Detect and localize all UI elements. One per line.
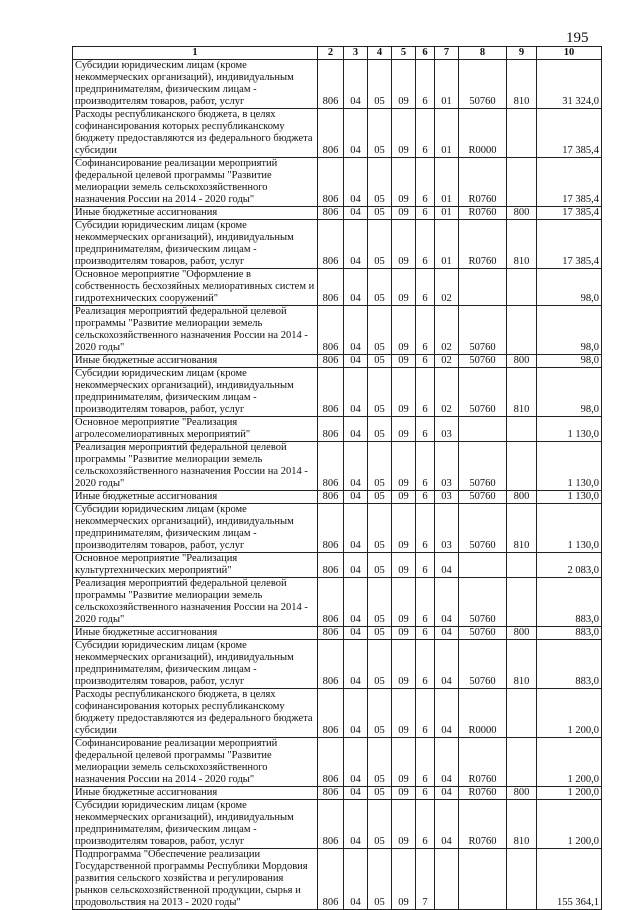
row-code-cell: 01 — [435, 60, 459, 109]
table-row — [73, 627, 602, 640]
row-code-cell: 03 — [435, 442, 459, 491]
row-code-cell: 05 — [368, 504, 392, 553]
row-code-cell: 50760 — [459, 368, 507, 417]
row-code-cell — [459, 269, 507, 306]
row-code-cell: 03 — [435, 504, 459, 553]
row-code-cell: 806 — [318, 738, 344, 787]
row-code-cell: 6 — [416, 109, 435, 158]
row-code-cell: 05 — [368, 355, 392, 368]
row-code-cell: 6 — [416, 627, 435, 640]
row-code-cell — [507, 109, 537, 158]
row-code-cell: 05 — [368, 442, 392, 491]
row-code-cell: 09 — [392, 368, 416, 417]
row-code-cell: 800 — [507, 491, 537, 504]
row-code-cell: 6 — [416, 800, 435, 849]
table-row — [73, 578, 602, 627]
row-code-cell: 04 — [344, 269, 368, 306]
row-code-cell: 04 — [344, 849, 368, 910]
row-code-cell: R0760 — [459, 800, 507, 849]
row-name-cell: Расходы республиканского бюджета, в целях софинансирования которых республиканскому бюджету предоставляются из федерального бюджета субсидии — [73, 689, 318, 738]
row-code-cell: 6 — [416, 787, 435, 800]
row-code-cell — [507, 578, 537, 627]
row-code-cell: 04 — [344, 220, 368, 269]
row-name-cell: Основное мероприятие "Реализация культуртехнических мероприятий" — [73, 553, 318, 578]
row-code-cell: 09 — [392, 800, 416, 849]
row-code-cell: 09 — [392, 158, 416, 207]
row-code-cell: 50760 — [459, 627, 507, 640]
row-code-cell: 05 — [368, 849, 392, 910]
row-code-cell: 05 — [368, 640, 392, 689]
row-code-cell: 6 — [416, 355, 435, 368]
row-code-cell: 05 — [368, 417, 392, 442]
row-amount-cell: 17 385,4 — [537, 158, 602, 207]
row-code-cell: 810 — [507, 504, 537, 553]
row-code-cell: 806 — [318, 368, 344, 417]
row-code-cell: 04 — [344, 627, 368, 640]
row-code-cell: 806 — [318, 207, 344, 220]
row-code-cell: 09 — [392, 417, 416, 442]
row-amount-cell: 98,0 — [537, 355, 602, 368]
row-amount-cell: 883,0 — [537, 627, 602, 640]
row-name-cell: Основное мероприятие "Оформление в собственность бесхозяйных мелиоративных систем и гидротехнических сооружений" — [73, 269, 318, 306]
row-code-cell: 6 — [416, 207, 435, 220]
row-code-cell: 04 — [344, 306, 368, 355]
row-amount-cell: 1 130,0 — [537, 491, 602, 504]
row-code-cell: 6 — [416, 60, 435, 109]
row-amount-cell: 883,0 — [537, 640, 602, 689]
row-name-cell: Расходы республиканского бюджета, в целях софинансирования которых республиканскому бюджету предоставляются из федерального бюджета субсидии — [73, 109, 318, 158]
row-code-cell: 806 — [318, 800, 344, 849]
row-code-cell — [507, 306, 537, 355]
row-amount-cell: 98,0 — [537, 306, 602, 355]
row-code-cell: 01 — [435, 109, 459, 158]
row-code-cell: 04 — [344, 787, 368, 800]
row-code-cell: R0000 — [459, 109, 507, 158]
table-row — [73, 60, 602, 109]
row-code-cell: 800 — [507, 355, 537, 368]
row-code-cell: 50760 — [459, 442, 507, 491]
row-code-cell: 806 — [318, 849, 344, 910]
table-row — [73, 442, 602, 491]
row-amount-cell: 1 130,0 — [537, 417, 602, 442]
row-code-cell: R0760 — [459, 738, 507, 787]
row-code-cell: 09 — [392, 60, 416, 109]
row-code-cell: 05 — [368, 306, 392, 355]
header-cell: 7 — [435, 47, 459, 60]
row-code-cell: 04 — [344, 158, 368, 207]
row-code-cell: 806 — [318, 417, 344, 442]
row-code-cell: 09 — [392, 269, 416, 306]
table-row — [73, 689, 602, 738]
header-cell: 4 — [368, 47, 392, 60]
table-row — [73, 417, 602, 442]
row-code-cell: 50760 — [459, 355, 507, 368]
row-code-cell: 05 — [368, 738, 392, 787]
row-name-cell: Субсидии юридическим лицам (кроме некоммерческих организаций), индивидуальным предпринимателям, физическим лицам - производителям товаров, работ, услуг — [73, 60, 318, 109]
row-code-cell: 01 — [435, 158, 459, 207]
row-code-cell: 800 — [507, 787, 537, 800]
row-amount-cell: 1 130,0 — [537, 504, 602, 553]
table-row — [73, 207, 602, 220]
row-code-cell — [507, 849, 537, 910]
row-code-cell: 806 — [318, 640, 344, 689]
table-row — [73, 368, 602, 417]
row-code-cell: 6 — [416, 442, 435, 491]
row-code-cell: 04 — [344, 355, 368, 368]
row-code-cell: 04 — [344, 553, 368, 578]
row-code-cell: 6 — [416, 368, 435, 417]
row-code-cell: 09 — [392, 627, 416, 640]
row-amount-cell: 17 385,4 — [537, 109, 602, 158]
row-code-cell: 05 — [368, 787, 392, 800]
row-name-cell: Иные бюджетные ассигнования — [73, 355, 318, 368]
header-cell: 5 — [392, 47, 416, 60]
row-name-cell: Реализация мероприятий федеральной целевой программы "Развитие мелиорации земель сельскохозяйственного назначения России на 2014 - 2020 годы" — [73, 442, 318, 491]
row-code-cell: 09 — [392, 553, 416, 578]
row-code-cell: 01 — [435, 220, 459, 269]
row-code-cell: 09 — [392, 109, 416, 158]
row-code-cell: 04 — [344, 368, 368, 417]
row-code-cell — [507, 553, 537, 578]
row-code-cell: R0760 — [459, 158, 507, 207]
row-code-cell: 806 — [318, 491, 344, 504]
row-code-cell: 6 — [416, 504, 435, 553]
row-code-cell: 04 — [435, 800, 459, 849]
table-header-row — [73, 47, 602, 60]
row-code-cell — [507, 689, 537, 738]
row-code-cell: 6 — [416, 417, 435, 442]
row-code-cell: 806 — [318, 627, 344, 640]
row-code-cell — [435, 849, 459, 910]
row-name-cell: Реализация мероприятий федеральной целевой программы "Развитие мелиорации земель сельскохозяйственного назначения России на 2014 - 2020 годы" — [73, 306, 318, 355]
table-row — [73, 640, 602, 689]
table-row — [73, 306, 602, 355]
row-code-cell: 6 — [416, 220, 435, 269]
row-code-cell: 50760 — [459, 504, 507, 553]
row-code-cell: 7 — [416, 849, 435, 910]
row-code-cell: 05 — [368, 800, 392, 849]
row-code-cell: 05 — [368, 627, 392, 640]
row-code-cell: 04 — [435, 553, 459, 578]
table-row — [73, 491, 602, 504]
header-cell: 3 — [344, 47, 368, 60]
row-code-cell: 05 — [368, 368, 392, 417]
row-code-cell: 03 — [435, 491, 459, 504]
row-code-cell: 806 — [318, 60, 344, 109]
row-code-cell: R0760 — [459, 787, 507, 800]
row-code-cell: 806 — [318, 355, 344, 368]
row-code-cell: 04 — [344, 738, 368, 787]
table-row — [73, 787, 602, 800]
row-code-cell — [507, 269, 537, 306]
row-code-cell: 05 — [368, 491, 392, 504]
row-code-cell: 810 — [507, 800, 537, 849]
row-code-cell: 04 — [344, 491, 368, 504]
row-name-cell: Реализация мероприятий федеральной целевой программы "Развитие мелиорации земель сельскохозяйственного назначения России на 2014 - 2020 годы" — [73, 578, 318, 627]
row-code-cell: 6 — [416, 640, 435, 689]
row-name-cell: Субсидии юридическим лицам (кроме некоммерческих организаций), индивидуальным предпринимателям, физическим лицам - производителям товаров, работ, услуг — [73, 368, 318, 417]
row-code-cell: 04 — [435, 627, 459, 640]
row-code-cell: 806 — [318, 269, 344, 306]
row-code-cell: 806 — [318, 578, 344, 627]
row-code-cell: R0760 — [459, 207, 507, 220]
row-code-cell: 50760 — [459, 60, 507, 109]
row-code-cell: 6 — [416, 491, 435, 504]
row-code-cell: 09 — [392, 689, 416, 738]
row-code-cell: 09 — [392, 738, 416, 787]
row-name-cell: Основное мероприятие "Реализация агролесомелиоративных мероприятий" — [73, 417, 318, 442]
row-code-cell: 04 — [344, 578, 368, 627]
row-code-cell: 810 — [507, 220, 537, 269]
row-code-cell — [507, 417, 537, 442]
row-code-cell: 04 — [435, 640, 459, 689]
row-code-cell: 806 — [318, 553, 344, 578]
row-code-cell: 04 — [344, 442, 368, 491]
row-name-cell: Подпрограмма "Обеспечение реализации Государственной программы Республики Мордовия развития сельского хозяйства и регулирования рынков сельскохозяйственной продукции, сырья и продовольствия на 2013 - 2020 годы" — [73, 849, 318, 910]
header-cell: 1 — [73, 47, 318, 60]
row-code-cell: 04 — [344, 800, 368, 849]
row-amount-cell: 883,0 — [537, 578, 602, 627]
row-code-cell: 04 — [435, 787, 459, 800]
row-code-cell: 04 — [344, 207, 368, 220]
row-code-cell: 50760 — [459, 578, 507, 627]
row-amount-cell: 17 385,4 — [537, 207, 602, 220]
row-code-cell — [507, 738, 537, 787]
row-code-cell: 04 — [344, 417, 368, 442]
header-cell: 6 — [416, 47, 435, 60]
row-code-cell: 02 — [435, 355, 459, 368]
row-code-cell: 806 — [318, 306, 344, 355]
row-code-cell: 04 — [435, 689, 459, 738]
row-amount-cell: 155 364,1 — [537, 849, 602, 910]
row-amount-cell: 1 200,0 — [537, 689, 602, 738]
row-code-cell: R0000 — [459, 689, 507, 738]
row-code-cell: 806 — [318, 109, 344, 158]
row-code-cell: 09 — [392, 220, 416, 269]
row-code-cell: 6 — [416, 306, 435, 355]
row-amount-cell: 1 200,0 — [537, 787, 602, 800]
row-code-cell: 810 — [507, 368, 537, 417]
row-code-cell — [459, 849, 507, 910]
row-amount-cell: 98,0 — [537, 368, 602, 417]
row-code-cell: 6 — [416, 578, 435, 627]
row-code-cell: 04 — [344, 689, 368, 738]
row-amount-cell: 31 324,0 — [537, 60, 602, 109]
row-code-cell: 02 — [435, 306, 459, 355]
page-number: 195 — [566, 30, 589, 46]
row-code-cell: 05 — [368, 689, 392, 738]
table-row — [73, 158, 602, 207]
row-code-cell: 04 — [344, 640, 368, 689]
row-code-cell — [459, 553, 507, 578]
row-code-cell: 50760 — [459, 640, 507, 689]
row-code-cell: 05 — [368, 109, 392, 158]
row-name-cell: Иные бюджетные ассигнования — [73, 491, 318, 504]
row-code-cell — [459, 417, 507, 442]
row-code-cell: 05 — [368, 220, 392, 269]
row-name-cell: Иные бюджетные ассигнования — [73, 787, 318, 800]
row-code-cell: 09 — [392, 504, 416, 553]
row-code-cell: 05 — [368, 578, 392, 627]
row-amount-cell: 1 200,0 — [537, 738, 602, 787]
row-code-cell: 02 — [435, 269, 459, 306]
row-code-cell: R0760 — [459, 220, 507, 269]
row-code-cell: 806 — [318, 504, 344, 553]
row-code-cell: 05 — [368, 269, 392, 306]
row-code-cell: 04 — [344, 60, 368, 109]
header-cell: 9 — [507, 47, 537, 60]
row-code-cell: 09 — [392, 355, 416, 368]
table-row — [73, 849, 602, 910]
row-code-cell: 50760 — [459, 491, 507, 504]
row-code-cell: 800 — [507, 627, 537, 640]
row-code-cell: 6 — [416, 738, 435, 787]
row-code-cell: 09 — [392, 442, 416, 491]
row-code-cell: 810 — [507, 60, 537, 109]
table-row — [73, 800, 602, 849]
table-row — [73, 504, 602, 553]
row-name-cell: Софинансирование реализации мероприятий федеральной целевой программы "Развитие мелиорации земель сельскохозяйственного назначения России на 2014 - 2020 годы" — [73, 738, 318, 787]
row-code-cell: 03 — [435, 417, 459, 442]
row-code-cell: 01 — [435, 207, 459, 220]
row-code-cell: 09 — [392, 491, 416, 504]
table-row — [73, 220, 602, 269]
table-row — [73, 109, 602, 158]
row-code-cell: 806 — [318, 787, 344, 800]
row-code-cell: 05 — [368, 553, 392, 578]
table-row — [73, 553, 602, 578]
row-name-cell: Софинансирование реализации мероприятий федеральной целевой программы "Развитие мелиорации земель сельскохозяйственного назначения России на 2014 - 2020 годы" — [73, 158, 318, 207]
row-code-cell — [507, 158, 537, 207]
budget-table — [72, 46, 602, 910]
row-name-cell: Иные бюджетные ассигнования — [73, 207, 318, 220]
row-code-cell: 6 — [416, 158, 435, 207]
row-code-cell: 800 — [507, 207, 537, 220]
row-code-cell: 09 — [392, 578, 416, 627]
row-code-cell: 05 — [368, 158, 392, 207]
header-cell: 10 — [537, 47, 602, 60]
row-amount-cell: 2 083,0 — [537, 553, 602, 578]
row-code-cell: 6 — [416, 553, 435, 578]
row-code-cell: 50760 — [459, 306, 507, 355]
row-amount-cell: 98,0 — [537, 269, 602, 306]
row-code-cell: 810 — [507, 640, 537, 689]
header-cell: 2 — [318, 47, 344, 60]
row-code-cell: 05 — [368, 60, 392, 109]
row-code-cell: 04 — [435, 578, 459, 627]
row-code-cell: 09 — [392, 306, 416, 355]
row-code-cell: 09 — [392, 787, 416, 800]
table-row — [73, 738, 602, 787]
row-code-cell: 806 — [318, 158, 344, 207]
row-code-cell: 04 — [344, 109, 368, 158]
row-code-cell: 09 — [392, 207, 416, 220]
row-code-cell: 04 — [435, 738, 459, 787]
row-code-cell: 04 — [344, 504, 368, 553]
row-code-cell: 09 — [392, 640, 416, 689]
row-amount-cell: 1 130,0 — [537, 442, 602, 491]
row-name-cell: Субсидии юридическим лицам (кроме некоммерческих организаций), индивидуальным предпринимателям, физическим лицам - производителям товаров, работ, услуг — [73, 800, 318, 849]
row-code-cell: 6 — [416, 689, 435, 738]
row-name-cell: Субсидии юридическим лицам (кроме некоммерческих организаций), индивидуальным предпринимателям, физическим лицам - производителям товаров, работ, услуг — [73, 504, 318, 553]
row-code-cell: 6 — [416, 269, 435, 306]
row-code-cell — [507, 442, 537, 491]
row-code-cell: 09 — [392, 849, 416, 910]
row-code-cell: 806 — [318, 689, 344, 738]
table-row — [73, 355, 602, 368]
row-name-cell: Субсидии юридическим лицам (кроме некоммерческих организаций), индивидуальным предпринимателям, физическим лицам - производителям товаров, работ, услуг — [73, 220, 318, 269]
row-name-cell: Субсидии юридическим лицам (кроме некоммерческих организаций), индивидуальным предпринимателям, физическим лицам - производителям товаров, работ, услуг — [73, 640, 318, 689]
row-code-cell: 806 — [318, 442, 344, 491]
row-code-cell: 02 — [435, 368, 459, 417]
table-row — [73, 269, 602, 306]
header-cell: 8 — [459, 47, 507, 60]
row-amount-cell: 17 385,4 — [537, 220, 602, 269]
row-code-cell: 05 — [368, 207, 392, 220]
row-name-cell: Иные бюджетные ассигнования — [73, 627, 318, 640]
row-code-cell: 806 — [318, 220, 344, 269]
row-amount-cell: 1 200,0 — [537, 800, 602, 849]
